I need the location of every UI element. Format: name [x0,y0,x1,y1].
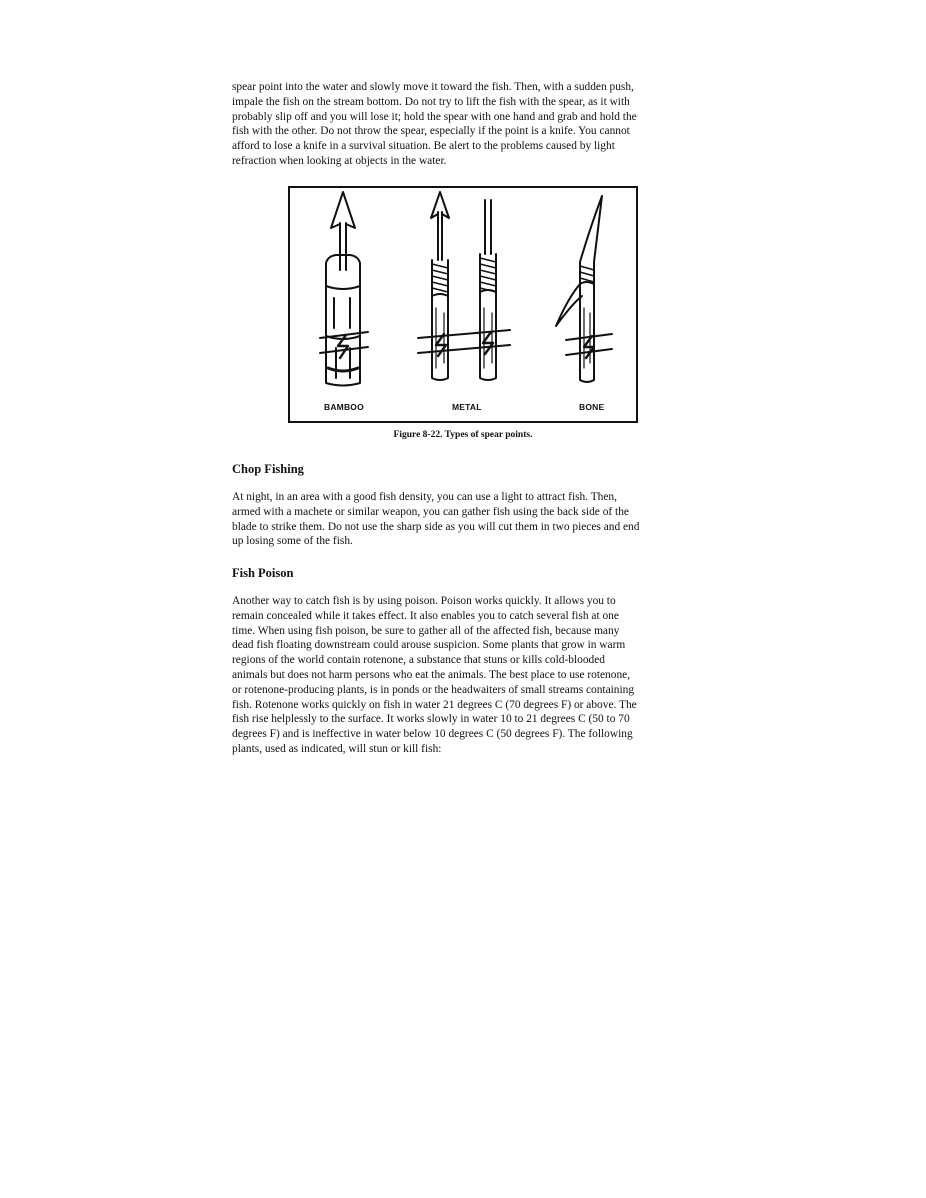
text-line: animals but does not harm persons who eat the animals. The best place to use rotenone, [232,668,631,681]
text-line: or rotenone-producing plants, is in ponds or the headwaiters of small streams containing [232,683,635,696]
text-line: remain concealed while it takes effect. It also enables you to catch several fish at one [232,609,619,622]
fish-poison-heading: Fish Poison [232,566,294,580]
metal-spear-right-drawing [480,200,496,380]
text-line: dead fish floating downstream could arouse suspicion. Some plants that grow in warm [232,639,626,652]
text-line: degrees F) and is ineffective in water below 10 degrees C (50 degrees F). The following [232,728,633,741]
text-line: regions of the world contain rotenone, a substance that stuns or kills cold-blooded [232,654,605,667]
text-line: fish. Rotenone works quickly on fish in water 21 degrees C (70 degrees F) or above. The [232,698,637,711]
text-line: fish with the other. Do not throw the spear, especially if the point is a knife. You cannot [232,125,630,138]
spear-points-figure [288,186,638,423]
text-line: fish rise helplessly to the surface. It works slowly in water 10 to 21 degrees C (50 to 70 [232,713,630,726]
text-line: spear point into the water and slowly move it toward the fish. Then, with a sudden push, [232,81,634,93]
chop-fishing-heading: Chop Fishing [232,462,304,476]
text-line: armed with a machete or similar weapon, you can gather fish using the back side of the [232,505,629,518]
bamboo-spear-drawing [320,192,368,386]
bamboo-label: BAMBOO [324,402,364,412]
text-line: afford to lose a knife in a survival situation. Be alert to the problems caused by light [232,140,615,153]
text-line: time. When using fish poison, be sure to gather all of the affected fish, because many [232,624,620,637]
text-line: probably slip off and you will lose it; hold the spear with one hand and grab and hold the [232,110,637,123]
bone-label: BONE [579,402,605,412]
text-line: Another way to catch fish is by using poison. Poison works quickly. It allows you to [232,595,616,607]
text-line: blade to strike them. Do not use the sharp side as you will cut them in two pieces and end [232,520,640,533]
chop-fishing-paragraph [232,490,698,549]
text-line: refraction when looking at objects in the water. [232,154,447,167]
text-line: impale the fish on the stream bottom. Do not try to lift the fish with the spear, as it with [232,95,630,108]
spear-points-illustration [290,188,636,421]
text-line: plants, used as indicated, will stun or kill fish: [232,742,442,755]
bone-spear-drawing [556,196,612,382]
text-line: At night, in an area with a good fish density, you can use a light to attract fish. Then, [232,491,617,503]
text-line: up losing some of the fish. [232,535,353,548]
intro-paragraph [232,80,698,169]
metal-label: METAL [452,402,482,412]
fish-poison-paragraph [232,594,698,757]
figure-caption: Figure 8-22. Types of spear points. [393,430,533,440]
